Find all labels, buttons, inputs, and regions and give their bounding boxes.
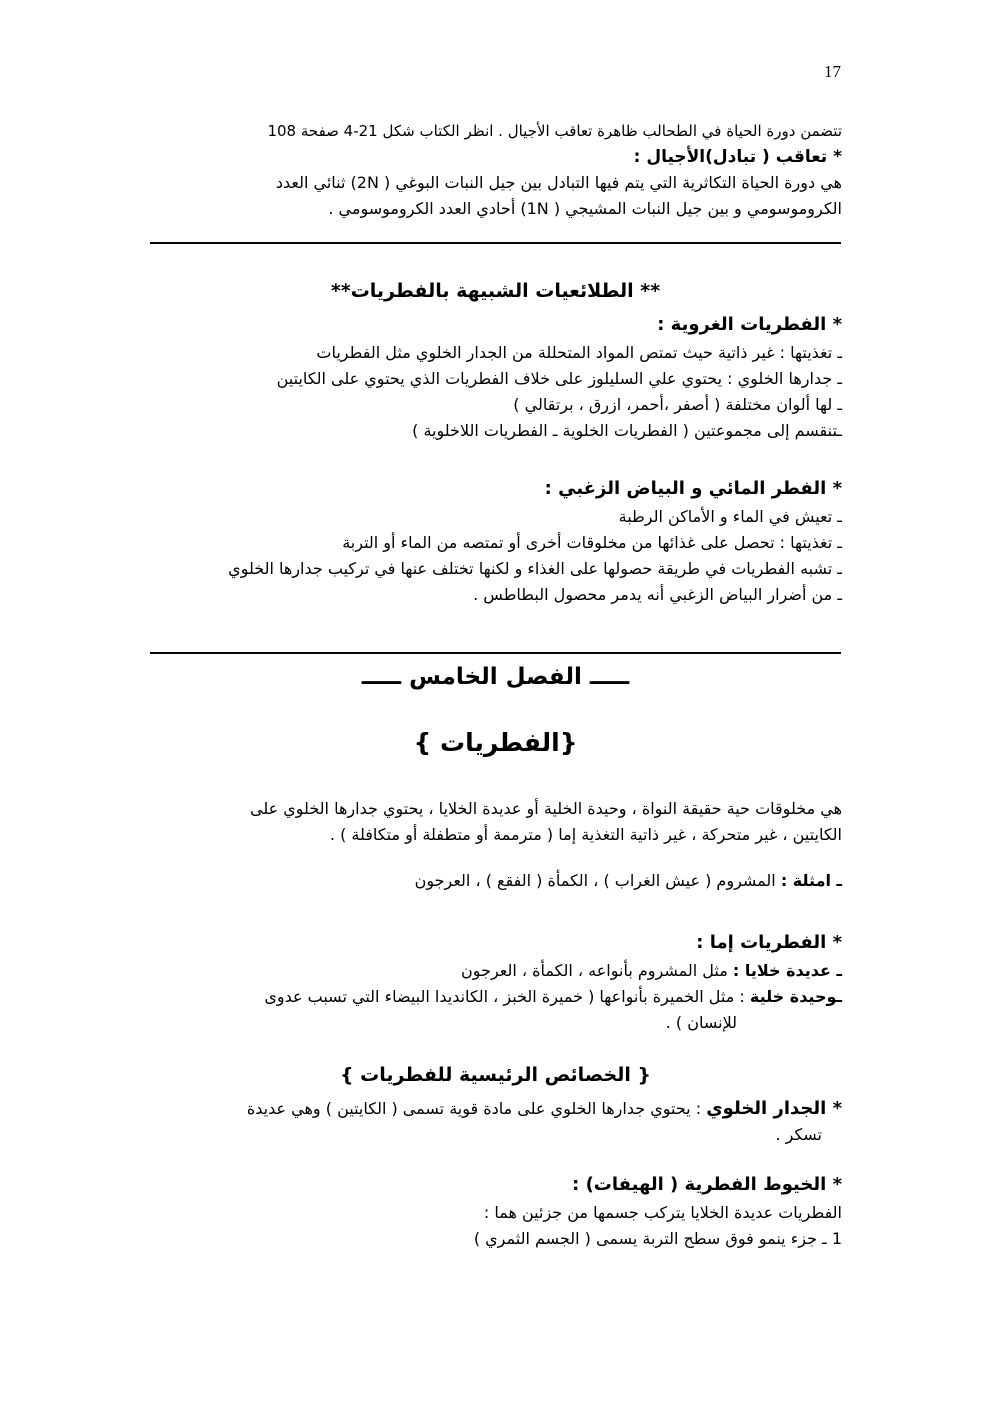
definition-line: الكايتين ، غير متحركة ، غير ذاتية التغذية إما ( مترممة أو متطفلة أو متكافلة ) . [329, 825, 842, 844]
examples-line [142, 868, 842, 894]
unicellular-line [142, 984, 842, 1010]
definition-block [142, 796, 842, 894]
slime-molds-heading: * الفطريات الغروية : [657, 314, 842, 335]
multicellular-label: ـ عديدة خلايا : [732, 961, 842, 980]
slime-molds-block [142, 310, 842, 444]
intro-line: هي دورة الحياة التكاثرية التي يتم فيها التبادل بين جيل النبات البوغي ( 2N) ثنائي العدد [275, 173, 842, 192]
list-item: ـ تشبه الفطريات في طريقة حصولها على الغذاء و لكنها تختلف عنها في تركيب جدارها الخلوي [228, 559, 842, 578]
characteristics-block [142, 1096, 842, 1252]
list-item: ـ جدارها الخلوي : يحتوي علي السليلوز على خلاف الفطريات الذي يحتوي على الكايتين [276, 369, 842, 388]
list-item: ـ تغذيتها : غير ذاتية حيث تمتص المواد المتحللة من الجدار الخلوي مثل الفطريات [316, 343, 842, 362]
multicellular-line [142, 958, 842, 984]
cell-wall-line [142, 1096, 842, 1122]
chapter-title: ـــــ الفصل الخامس ـــــ [361, 664, 630, 690]
intro-block [142, 118, 842, 222]
multicellular-text: مثل المشروم بأنواعه ، الكمأة ، العرجون [461, 961, 733, 980]
water-molds-block [142, 474, 842, 608]
list-item: ـ تغذيتها : تحصل على غذائها من مخلوقات أخرى أو تمتصه من الماء أو التربة [342, 533, 842, 552]
definition-line: هي مخلوقات حية حقيقة النواة ، وحيدة الخلية أو عديدة الخلايا ، يحتوي جدارها الخلوي على [250, 799, 842, 818]
intro-line: تتضمن دورة الحياة في الطحالب ظاهرة تعاقب الأجيال . انظر الكتاب شكل 21-4 صفحة 108 [267, 122, 842, 140]
hyphae-line: الفطريات عديدة الخلايا يتركب جسمها من جزئين هما : [483, 1203, 842, 1222]
types-block [142, 928, 842, 1036]
unicellular-line-cont: للإنسان ) . [665, 1013, 737, 1032]
divider [150, 652, 841, 654]
water-molds-heading: * الفطر المائي و البياض الزغبي : [544, 478, 842, 499]
cell-wall-line-cont: تسكر . [775, 1125, 822, 1144]
chapter-subtitle: {الفطريات } [413, 728, 578, 757]
list-item: ـ لها ألوان مختلفة ( أصفر ،أحمر، ازرق ، برتقالي ) [513, 395, 842, 414]
cell-wall-label: * الجدار الخلوي [706, 1098, 842, 1119]
page-number: 17 [824, 62, 841, 81]
intro-line: الكروموسومي و بين جيل النبات المشيجي ( 1N) أحادي العدد الكروموسومي . [328, 199, 842, 218]
alternation-heading: * تعاقب ( تبادل)الأجيال : [633, 147, 842, 167]
cell-wall-text: : يحتوي جدارها الخلوي على مادة قوية تسمى ( الكايتين ) وهي عديدة [246, 1099, 707, 1118]
section-title: ** الطلائعيات الشبيهة بالفطريات** [330, 280, 661, 302]
list-item: ـتنقسم إلى مجموعتين ( الفطريات الخلوية ـ الفطريات اللاخلوية ) [412, 421, 842, 440]
unicellular-text: : مثل الخميرة بأنواعها ( خميرة الخبز ، الكانديدا البيضاء التي تسبب عدوى [264, 987, 750, 1006]
divider [150, 242, 841, 244]
unicellular-label: ـوحيدة خلية [749, 987, 842, 1006]
examples-label: ـ امثلة : [780, 871, 842, 890]
hyphae-line: 1 ـ جزء ينمو فوق سطح التربة يسمى ( الجسم الثمري ) [473, 1229, 842, 1248]
list-item: ـ تعيش في الماء و الأماكن الرطبة [618, 507, 842, 526]
list-item: ـ من أضرار البياض الزغبي أنه يدمر محصول البطاطس . [473, 585, 842, 604]
examples-text: المشروم ( عيش الغراب ) ، الكمأة ( الفقع ) ، العرجون [414, 871, 781, 890]
hyphae-heading: * الخيوط الفطرية ( الهيفات) : [572, 1174, 842, 1195]
types-heading: * الفطريات إما : [696, 932, 842, 953]
characteristics-title: { الخصائص الرئيسية للفطريات } [340, 1064, 651, 1086]
